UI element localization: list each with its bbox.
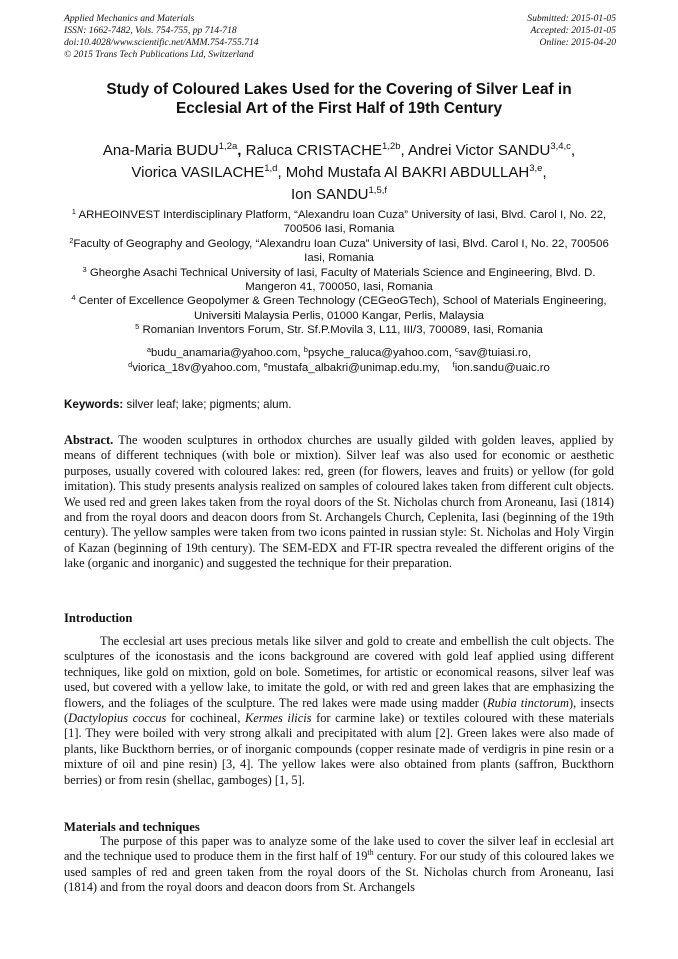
- introduction-paragraph: [64, 634, 614, 788]
- affiliation-text: Center of Excellence Geopolymer & Green Technology (CEGeoGTech), School of Materials Engineering, Universiti Malaysia Perlis, 01000 Kangar, Perlis, Malaysia: [78, 295, 607, 322]
- author-name: Raluca CRISTACHE: [245, 142, 383, 159]
- author-name: Ion SANDU: [290, 186, 369, 203]
- journal-copyright: © 2015 Trans Tech Publications Ltd, Switzerland: [64, 49, 254, 60]
- abstract-text: The wooden sculptures in orthodox churches are usually gilded with golden leaves, applied by means of different techniques (with bole or mixtion). Silver leaf was also used for economic or aesthetic purposes, usually covered with coloured lakes: red, green (for flowers, leaves and fruits) or yellow (for gold imitation). This study presents analysis realized on samples of coloured lakes taken from different cult objects. We used red and green lakes taken from the royal doors of the St. Nicholas church from Aroneanu, Iasi (1814) and from the royal doors and deacon doors from St. Archangels Church, Ceplenita, Iasi (beginning of the 19th century). The yellow samples were taken from two icons painted in russian style: St. Nicholas and Holy Virgin of Kazan (beginning of 19th century). The SEM-EDX and FT-IR spectra revealed the different origins of the lake (organic and inorganic) and suggested the technique for their preparation.: [64, 433, 614, 571]
- journal-header: [64, 13, 259, 61]
- section-heading-materials: Materials and techniques: [64, 820, 200, 834]
- affiliation-number: 4: [71, 293, 76, 303]
- author-sep: ,: [237, 142, 246, 159]
- author-sep: ,: [400, 142, 409, 159]
- author-affil: 3,4,c: [550, 141, 571, 152]
- abstract: [64, 433, 614, 572]
- abstract-label: Abstract.: [64, 433, 114, 447]
- affiliation-number: 1: [71, 207, 76, 216]
- materials-paragraph: [64, 834, 614, 896]
- affiliation-item: [60, 237, 618, 266]
- authors-line-1: [60, 140, 618, 162]
- text-run: century. For our study of this coloured lakes we used samples of red and green taken from the royal doors of the St. Nicholas church from Aroneanu, Iasi (1814) and from the royal doors and deacon doors from St. Archangels: [64, 849, 614, 895]
- italic-term: Dactylopius coccus: [68, 711, 167, 726]
- author-affil: 1,d: [264, 163, 278, 174]
- text-run: for cochineal,: [166, 711, 245, 726]
- author-affil: 1,5,f: [368, 185, 388, 196]
- title-line-1: Study of Coloured Lakes Used for the Covering of Silver Leaf in: [106, 81, 572, 98]
- author-sep: ,: [277, 164, 286, 181]
- email-address[interactable]: psyche_raluca@yahoo.com: [307, 347, 449, 359]
- paper-title: [60, 80, 618, 118]
- email-list: [60, 346, 618, 376]
- email-address[interactable]: viorica_18v@yahoo.com: [132, 362, 258, 374]
- author-name: Mohd Mustafa Al BAKRI ABDULLAH: [285, 164, 530, 181]
- email-marker: f: [452, 360, 455, 369]
- email-address[interactable]: ion.sandu@uaic.ro: [454, 362, 550, 374]
- email-line-2: $^d$viorica_18v@yahoo.com, $^e$mustafa_albakri@unimap.edu.my, $^f$ion.sandu@uaic.ro: [128, 360, 550, 374]
- email-line-1: $^a$budu_anamaria@yahoo.com, $^b$psyche_raluca@yahoo.com, $^c$sav@tuiasi.ro,: [146, 345, 532, 359]
- keywords-label: Keywords:: [64, 398, 124, 411]
- keywords-text: silver leaf; lake; pigments; alum.: [126, 398, 292, 411]
- author-name: Viorica VASILACHE: [131, 164, 265, 181]
- text-run: The ecclesial art uses precious metals like silver and gold to create and embellish the cult objects. The sculptures of the iconostasis and the icons background are covered with gold leaf applied using different techniques, like gold on mixtion, gold on bole. Sometimes, for artistic or economical reasons, silver leaf was used, but covered with a yellow lake, to imitate the gold, or with red and green lakes that are emphasizing the flowers, and the foliages of the sculpture. The red lakes were made using madder (: [64, 634, 614, 710]
- author-affil: 3,e: [529, 163, 543, 174]
- email-address[interactable]: budu_anamaria@yahoo.com: [151, 347, 298, 359]
- affiliation-text: Faculty of Geography and Geology, “Alexandru Ioan Cuza” University of Iasi, Blvd. Carol I, No. 22, 700506 Iasi, Romania: [73, 237, 609, 265]
- email-address[interactable]: sav@tuiasi.ro: [458, 347, 528, 359]
- affiliation-text: Romanian Inventors Forum, Str. Sf.P.Movila 3, L11, III/3, 700089, Iasi, Romania: [142, 324, 543, 337]
- affiliation-item: [60, 266, 618, 295]
- italic-term: Kermes ilicis: [245, 711, 312, 726]
- email-marker: e: [263, 360, 268, 369]
- keywords: [64, 398, 616, 412]
- text-run: for carmine lake) or textiles coloured with these materials [1]. They were boiled with very strong alkali and precipitated with alum [2]. Green lakes were also made of plants, like Buckthorn berries, or of inorganic compounds (copper resinate made of verdigris in pine resin or a mixture of oil and pine resin) [3, 4]. The yellow lakes were also obtained from plants (saffron, Buckthorn berries) or from resin (shellac, gamboges) [1, 5].: [64, 711, 615, 787]
- affiliation-item: [60, 323, 618, 337]
- affiliation-item: [60, 294, 618, 323]
- email-marker: b: [303, 345, 308, 354]
- affiliation-text: ARHEOINVEST Interdisciplinary Platform, “Alexandru Ioan Cuza” University of Iasi, Blvd. Carol I, No. 22, 700506 Iasi, Romania: [78, 209, 607, 236]
- authors-line-2: [60, 162, 618, 184]
- title-line-2: Ecclesial Art of the First Half of 19th Century: [175, 100, 503, 117]
- affiliation-number: 2: [69, 235, 74, 245]
- submitted-date: Submitted: 2015-01-05: [527, 13, 616, 24]
- author-sep: ,: [570, 142, 576, 159]
- affiliation-number: 3: [82, 264, 87, 274]
- journal-doi: doi:10.4028/www.scientific.net/AMM.754-755.714: [64, 37, 259, 48]
- affiliation-number: 5: [135, 322, 140, 332]
- text-run: The purpose of this paper was to analyze some of the lake used to cover the silver leaf in ecclesial art and the technique used to produce them in the first half of 19: [64, 834, 614, 864]
- accepted-date: Accepted: 2015-01-05: [530, 25, 616, 36]
- online-date: Online: 2015-04-20: [539, 37, 616, 48]
- affiliation-item: [60, 208, 618, 237]
- affiliation-list: [60, 208, 618, 338]
- author-sep: ,: [542, 164, 547, 181]
- journal-name: Applied Mechanics and Materials: [64, 13, 195, 24]
- author-affil: 1,2a: [218, 141, 238, 152]
- author-name: Andrei Victor SANDU: [408, 142, 551, 159]
- email-address[interactable]: mustafa_albakri@unimap.edu.my: [267, 362, 437, 374]
- author-affil: 1,2b: [382, 141, 401, 152]
- authors-line-3: [60, 184, 618, 206]
- section-heading-introduction: Introduction: [64, 611, 133, 625]
- dates-header: [527, 13, 616, 49]
- journal-issn: ISSN: 1662-7482, Vols. 754-755, pp 714-718: [64, 25, 237, 36]
- author-list: [60, 140, 618, 206]
- text-run: ), insects (: [64, 695, 614, 726]
- italic-term: Rubia tinctorum: [487, 695, 569, 710]
- email-marker: a: [146, 345, 151, 354]
- author-name: Ana-Maria BUDU: [102, 142, 219, 159]
- email-marker: c: [455, 345, 459, 354]
- affiliation-text: Gheorghe Asachi Technical University of Iasi, Faculty of Materials Science and Engineering, Blvd. D. Mangeron 41, 700050, Iasi, Romania: [89, 266, 596, 294]
- ordinal-suffix: th: [367, 848, 374, 858]
- email-marker: d: [128, 360, 133, 369]
